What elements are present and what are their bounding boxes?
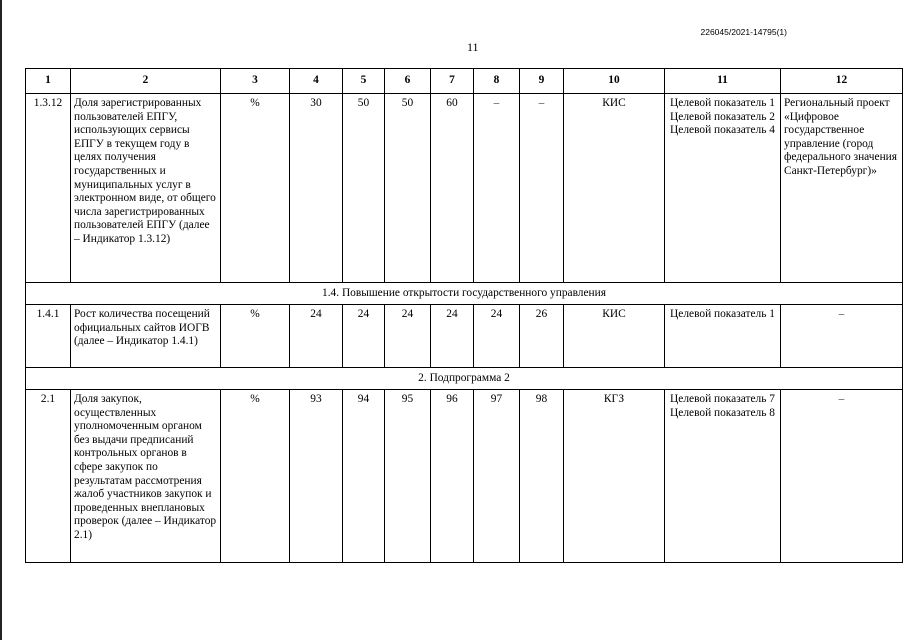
section-title: 1.4. Повышение открытости государственного управления [26,283,903,305]
header-cell: 12 [781,69,903,94]
page-number: 11 [467,40,479,54]
value-cell: 94 [343,390,385,563]
value-cell: 60 [431,94,474,283]
header-cell: 8 [474,69,520,94]
indicators-table [25,68,903,563]
value-cell: 50 [343,94,385,283]
indicator-code: 1.3.12 [26,94,71,283]
value-cell: 24 [343,305,385,368]
value-cell: 24 [290,305,343,368]
project-cell: – [781,305,903,368]
document-id: 226045/2021-14795(1) [700,27,787,37]
indicator-name: Доля зарегистрированных пользователей ЕПГУ, использующих сервисы ЕПГУ в текущем году в целях получения государственных и муниципальных услуг в электронном виде, от общего числа зарегистрированных пользователей ЕПГУ (далее – Индикатор 1.3.12) [71,94,221,283]
target-cell: Целевой показатель 1 [665,305,781,368]
header-cell: 1 [26,69,71,94]
value-cell: – [474,94,520,283]
table-row [26,305,903,368]
header-cell: 11 [665,69,781,94]
value-cell: 50 [385,94,431,283]
value-cell: 96 [431,390,474,563]
section-title: 2. Подпрограмма 2 [26,368,903,390]
unit-cell: % [221,94,290,283]
value-cell: 26 [520,305,564,368]
indicator-code: 2.1 [26,390,71,563]
header-cell: 7 [431,69,474,94]
value-cell: 30 [290,94,343,283]
source-cell: КИС [564,305,665,368]
target-cell: Целевой показатель 7 Целевой показатель 8 [665,390,781,563]
value-cell: 95 [385,390,431,563]
section-row [26,368,903,390]
header-cell: 10 [564,69,665,94]
project-cell: – [781,390,903,563]
value-cell: 93 [290,390,343,563]
header-cell: 6 [385,69,431,94]
header-row [26,69,903,94]
unit-cell: % [221,390,290,563]
indicator-code: 1.4.1 [26,305,71,368]
header-cell: 3 [221,69,290,94]
indicator-name: Рост количества посещений официальных сайтов ИОГВ (далее – Индикатор 1.4.1) [71,305,221,368]
header-cell: 9 [520,69,564,94]
table-row [26,94,903,283]
value-cell: 24 [474,305,520,368]
unit-cell: % [221,305,290,368]
indicator-name: Доля закупок, осуществленных уполномоченным органом без выдачи предписаний контрольных органов в сфере закупок по результатам рассмотрения жалоб участников закупок и проведенных внеплановых проверок (далее – Индикатор 2.1) [71,390,221,563]
source-cell: КИС [564,94,665,283]
value-cell: – [520,94,564,283]
header-cell: 4 [290,69,343,94]
target-cell: Целевой показатель 1 Целевой показатель 2 Целевой показатель 4 [665,94,781,283]
value-cell: 98 [520,390,564,563]
header-cell: 2 [71,69,221,94]
source-cell: КГЗ [564,390,665,563]
value-cell: 24 [385,305,431,368]
scan-edge [0,0,2,640]
value-cell: 24 [431,305,474,368]
section-row [26,283,903,305]
project-cell: Региональный проект «Цифровое государственное управление (город федерального значения Санкт-Петербург)» [781,94,903,283]
header-cell: 5 [343,69,385,94]
table-row [26,390,903,563]
value-cell: 97 [474,390,520,563]
